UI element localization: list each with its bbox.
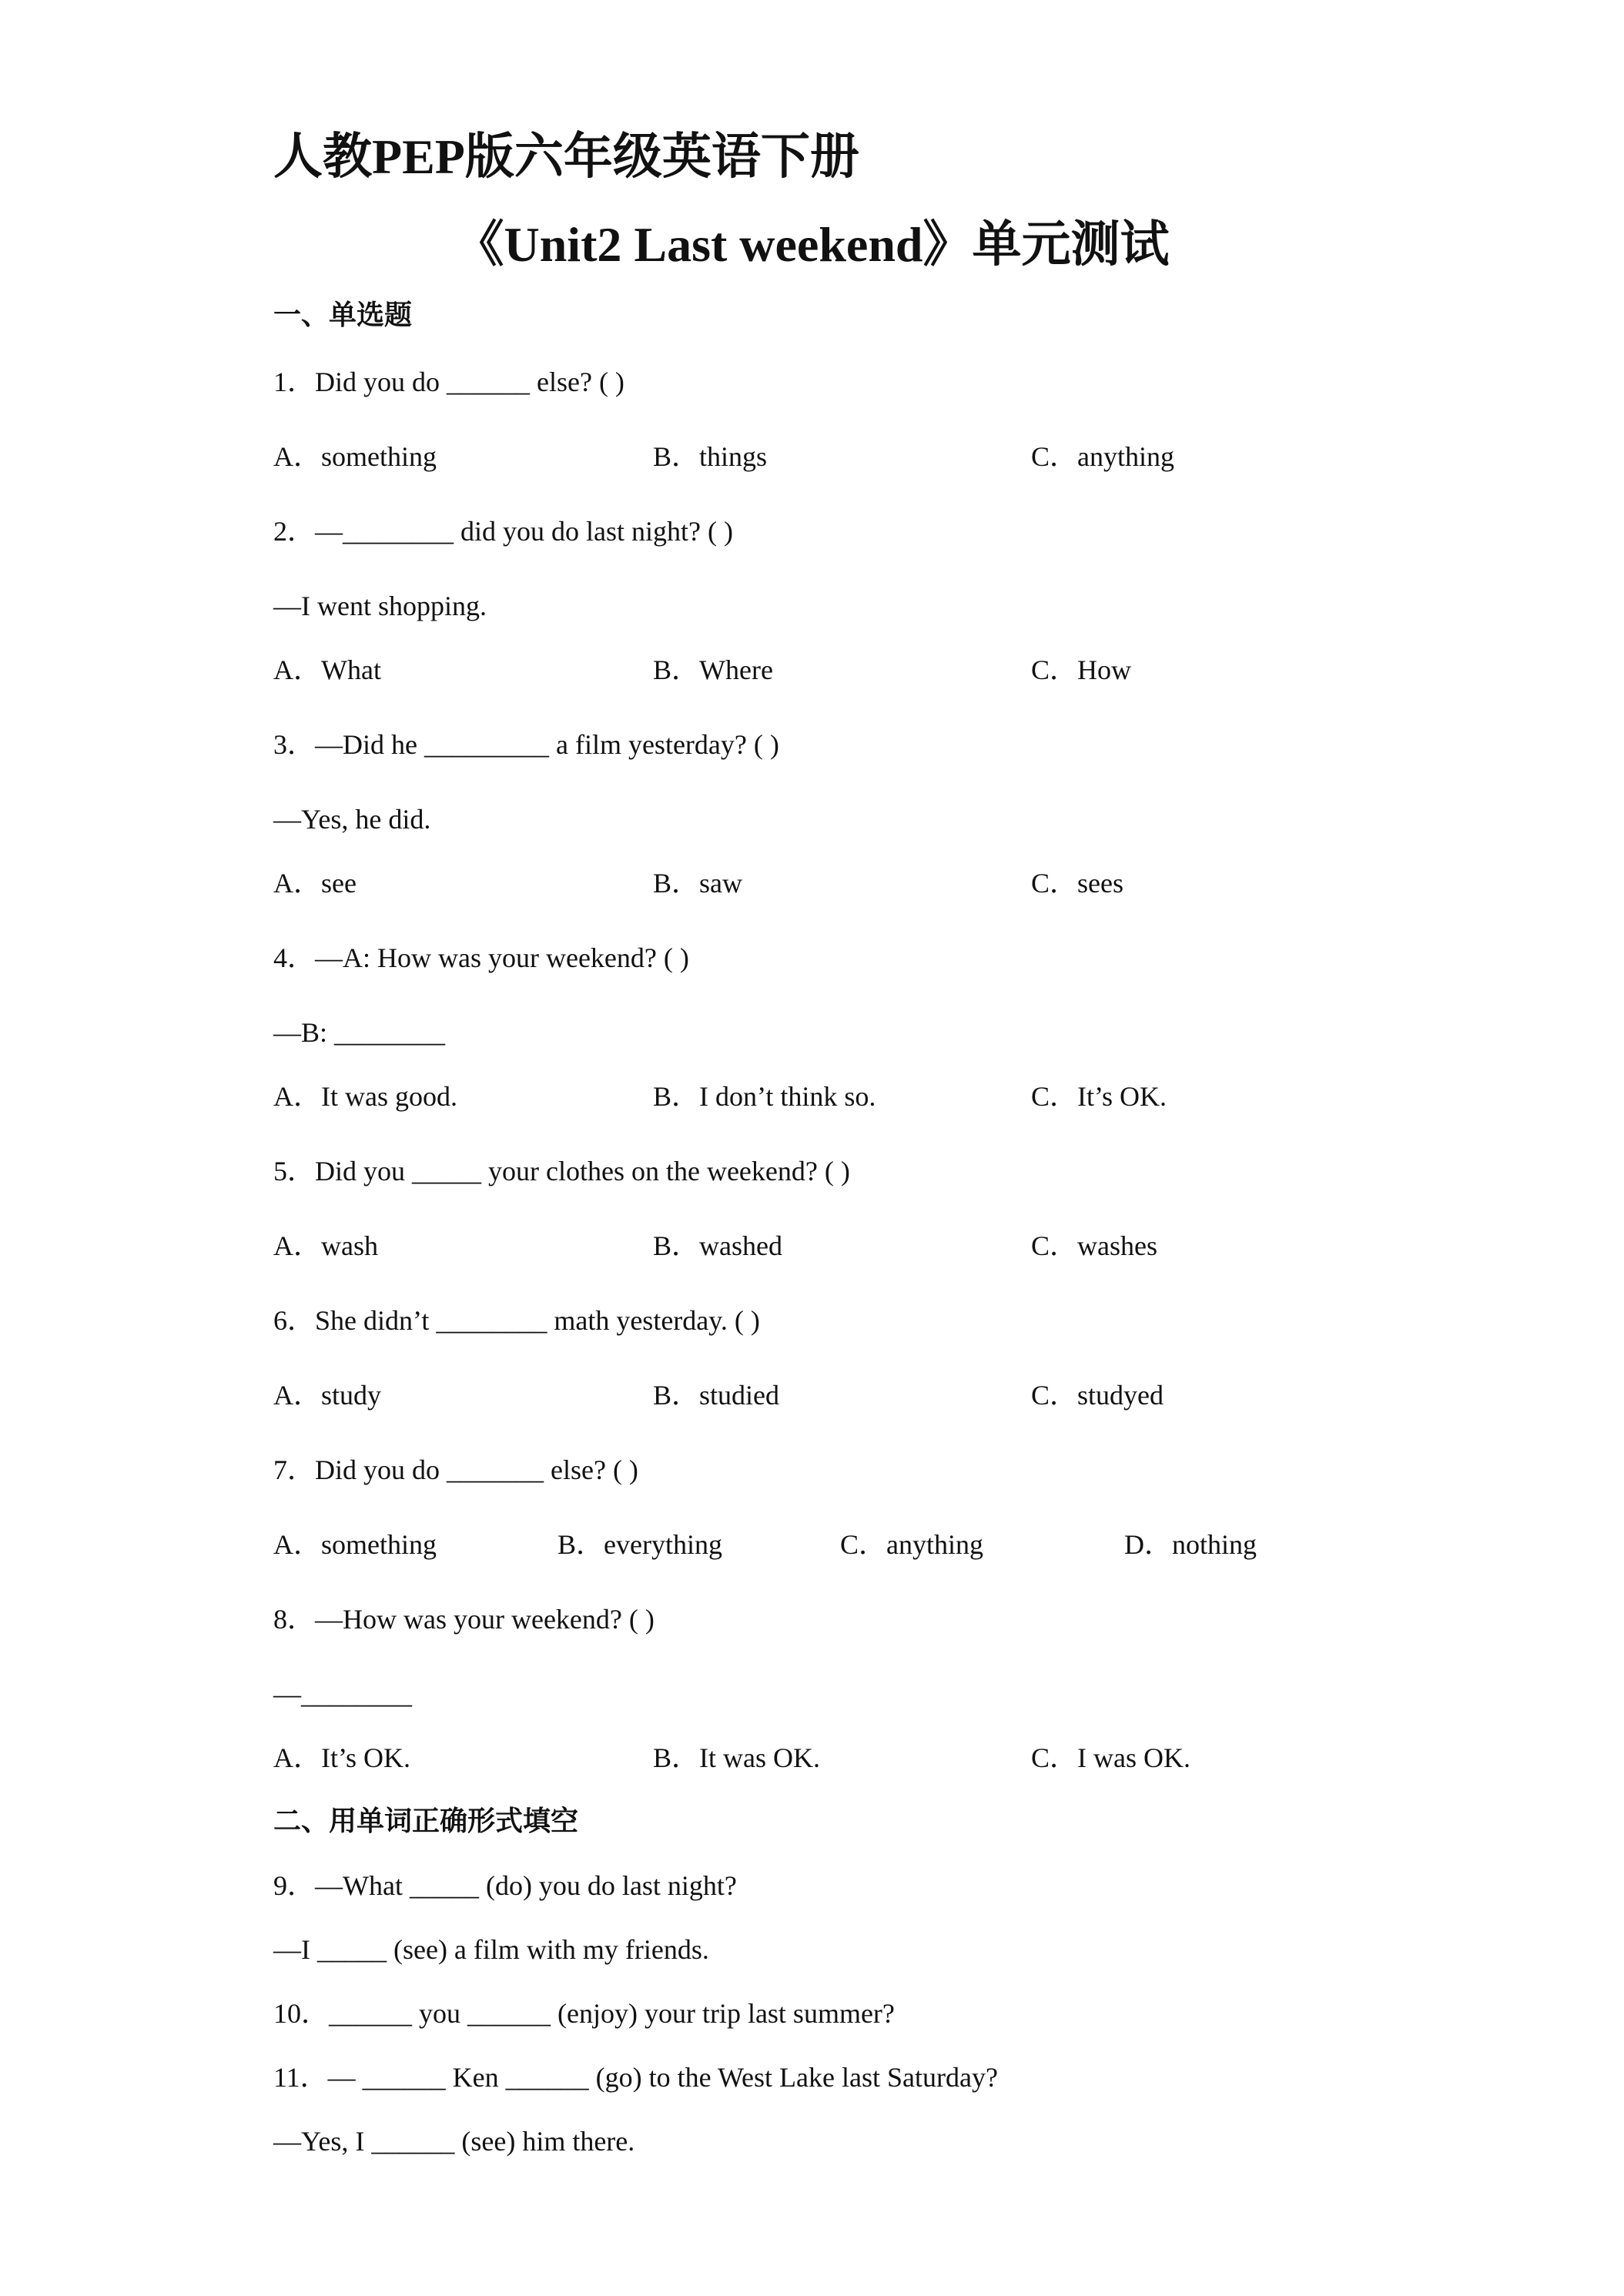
question-5-option-a: A．wash (273, 1230, 378, 1261)
question-1-stem: 1．Did you do ______ else? ( ) (273, 366, 624, 397)
question-2-option-b: B．Where (653, 654, 773, 685)
question-3-option-c: C．sees (1031, 868, 1123, 899)
question-6-option-b: B．studied (653, 1380, 780, 1411)
question-4-response: —B: ________ (273, 1017, 446, 1048)
question-9-line-2: —I _____ (see) a film with my friends. (273, 1934, 709, 1965)
question-6-stem: 6．She didn’t ________ math yesterday. ( ) (273, 1305, 760, 1336)
question-7-option-b: B．everything (558, 1529, 722, 1560)
section-heading-2: 二、用单词正确形式填空 (273, 1806, 579, 1837)
question-7-option-d: D．nothing (1124, 1529, 1257, 1560)
question-2-option-a: A．What (273, 654, 381, 685)
question-8-stem: 8．—How was your weekend? ( ) (273, 1604, 655, 1635)
question-1-option-a: A．something (273, 441, 437, 472)
question-7-option-a: A．something (273, 1529, 437, 1560)
question-8-option-a: A．It’s OK. (273, 1742, 410, 1773)
question-7-stem: 7．Did you do _______ else? ( ) (273, 1454, 638, 1485)
question-4-option-c: C．It’s OK. (1031, 1081, 1167, 1112)
question-6-option-c: C．studyed (1031, 1380, 1164, 1411)
question-6-option-a: A．study (273, 1380, 382, 1411)
question-3-option-b: B．saw (653, 868, 742, 899)
question-11-line-2: —Yes, I ______ (see) him there. (273, 2126, 635, 2157)
question-5-option-c: C．washes (1031, 1230, 1157, 1261)
question-2-stem: 2．—________ did you do last night? ( ) (273, 516, 733, 547)
question-3-option-a: A．see (273, 868, 357, 899)
question-3-response: —Yes, he did. (273, 804, 431, 835)
question-7-option-c: C．anything (840, 1529, 983, 1560)
question-10-line-1: 10．______ you ______ (enjoy) your trip last summer? (273, 1998, 895, 2029)
question-8-option-b: B．It was OK. (653, 1742, 820, 1773)
section-heading-1: 一、单选题 (273, 300, 413, 331)
question-2-response: —I went shopping. (273, 591, 487, 621)
question-1-option-b: B．things (653, 441, 768, 472)
question-8-response: —________ (273, 1678, 412, 1709)
question-5-stem: 5．Did you _____ your clothes on the weekend? ( ) (273, 1156, 850, 1186)
page-title: 人教PEP版六年级英语下册 (273, 129, 859, 184)
question-5-option-b: B．washed (653, 1230, 782, 1261)
question-9-line-1: 9．—What _____ (do) you do last night? (273, 1870, 737, 1901)
question-2-option-c: C．How (1031, 654, 1132, 685)
question-11-line-1: 11．— ______ Ken ______ (go) to the West Lake last Saturday? (273, 2062, 998, 2093)
question-3-stem: 3．—Did he _________ a film yesterday? ( ) (273, 729, 779, 760)
question-4-option-a: A．It was good. (273, 1081, 457, 1112)
question-1-option-c: C．anything (1031, 441, 1174, 472)
page-subtitle: 《Unit2 Last weekend》单元测试 (454, 217, 1170, 272)
question-4-option-b: B．I don’t think so. (653, 1081, 876, 1112)
question-8-option-c: C．I was OK. (1031, 1742, 1190, 1773)
question-4-stem: 4．—A: How was your weekend? ( ) (273, 942, 689, 973)
